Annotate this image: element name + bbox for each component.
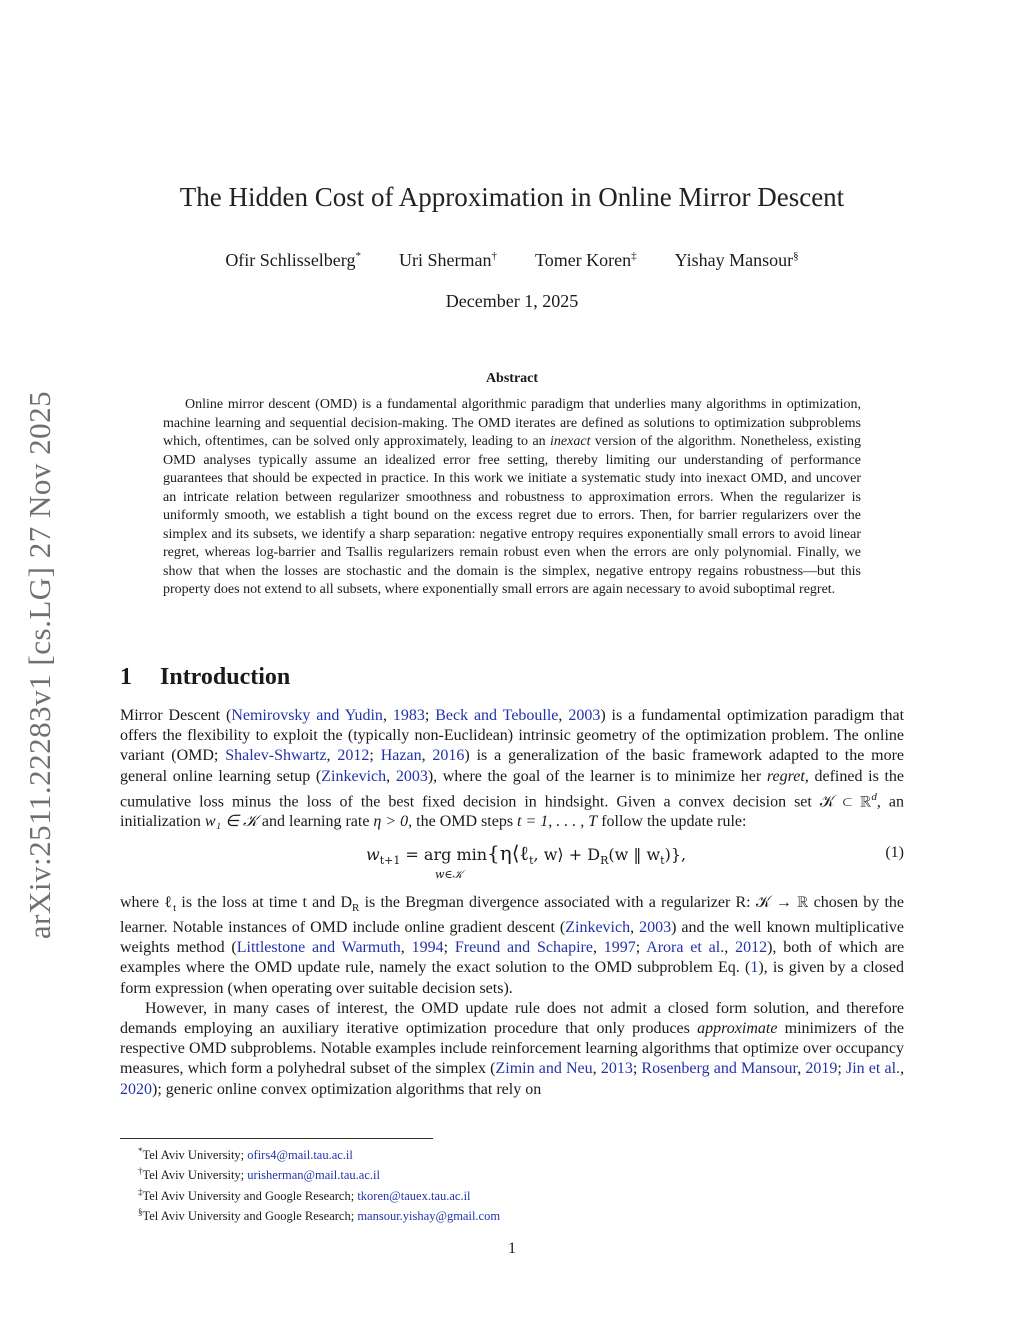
paragraph-3: However, in many cases of interest, the OMD update rule does not admit a closed form solution, and therefore demands employing an auxiliary iterative optimization procedure that only produces approximate minimizers of the respective OMD subproblems. Notable examples include reinforcement learning algorithms that optimize over occupancy measures, which form a polyhedral subset of the simplex (Zimin and Neu, 2013; Rosenberg and Mansour, 2019; Jin et al., 2020); generic online convex optimization algorithms that rely on xyxy=(120,999,905,1098)
citation-link[interactable]: Zimin and Neu xyxy=(495,1060,593,1078)
arxiv-identifier: arXiv:2511.22283v1 [cs.LG] 27 Nov 2025 xyxy=(22,390,57,940)
citation-link[interactable]: Nemirovsky and Yudin xyxy=(231,707,383,724)
citation-link[interactable]: Beck and Teboulle xyxy=(435,707,559,724)
citation-link[interactable]: Rosenberg and Mansour xyxy=(641,1060,798,1078)
email-link[interactable]: tkoren@tauex.tau.ac.il xyxy=(357,1189,471,1204)
section-title: Introduction xyxy=(160,664,291,690)
equation-expression: $w_{t+1}$ = arg min{η⟨ℓ$_t$, w⟩ + $D_R(w$ ‖ $w_t$)}, xyxy=(366,840,687,867)
abstract-emphasis: inexact xyxy=(550,434,591,449)
citation-year-link[interactable]: 2003 xyxy=(639,918,672,936)
email-link[interactable]: ofirs4@mail.tau.ac.il xyxy=(247,1148,353,1163)
emphasis-regret: regret xyxy=(766,767,805,785)
citation-year-link[interactable]: 2012 xyxy=(337,747,370,765)
email-link[interactable]: urisherman@mail.tau.ac.il xyxy=(247,1168,380,1183)
footnotes xyxy=(120,1143,904,1225)
author-name: Ofir Schlisselberg xyxy=(225,250,356,270)
emphasis-approximate: approximate xyxy=(697,1019,778,1037)
abstract-paragraph xyxy=(163,396,861,600)
equation-1 xyxy=(120,839,904,889)
author-list xyxy=(0,250,1024,271)
citation-year-link[interactable]: 1994 xyxy=(411,939,444,957)
footnote-3: ‡Tel Aviv University and Google Research; tkoren@tauex.tau.ac.il xyxy=(138,1186,471,1204)
citation-link[interactable]: Littlestone and Warmuth xyxy=(236,939,401,957)
author-mark: ‡ xyxy=(631,250,637,262)
author-2 xyxy=(399,250,497,271)
math-learning-rate: η > 0 xyxy=(373,813,409,831)
equation-number: (1) xyxy=(885,843,904,861)
citation-link[interactable]: Zinkevich xyxy=(565,918,631,936)
abstract-text: Online mirror descent (OMD) is a fundamental algorithmic paradigm that underlies many algorithms in optimization, machine learning and sequential decision-making. The OMD iterates are defined as solutions to optimization subproblems which, oftentimes, can be solved only approximately, leading to an xyxy=(163,397,861,449)
citation-year-link[interactable]: 1997 xyxy=(603,939,636,957)
equation-argmin-subscript: w∈𝒦 xyxy=(435,867,463,881)
footnote-2: †Tel Aviv University; urisherman@mail.tau.ac.il xyxy=(138,1166,380,1183)
arxiv-sidebar xyxy=(8,370,72,960)
citation-year-link[interactable]: 2019 xyxy=(805,1060,838,1078)
author-3 xyxy=(535,250,637,271)
author-name: Uri Sherman xyxy=(398,250,492,270)
section-heading xyxy=(120,664,290,691)
author-1 xyxy=(225,250,361,271)
math-initialization: w₁ ∈ 𝒦 xyxy=(204,813,258,831)
author-name: Tomer Koren xyxy=(534,250,632,270)
abstract-heading: Abstract xyxy=(485,371,539,386)
abstract-text: version of the algorithm. Nonetheless, existing OMD analyses typically assume an idealized error free setting, thereby limiting our understanding of performance guarantees that should be expected in practice. In this work we initiate a systematic study into inexact OMD, and uncover an intricate relation between regularizer smoothness and robustness to approximation errors. When the regularizer is uniformly smooth, we establish a tight bound on the excess regret due to errors. Then, for barrier regularizers over the simplex and its subsets, we identify a sharp separation: negative entropy requires exponentially small errors to avoid linear regret, whereas log-barrier and Tsallis regularizers remain robust even when the errors are only polynomial. Finally, we show that when the losses are stochastic and the domain is the simplex, negative entropy regains robustness—but this property does not extend to all subsets, where exponentially small errors are again necessary to avoid suboptimal regret. xyxy=(163,434,861,597)
citation-year-link[interactable]: 1983 xyxy=(392,707,425,724)
citation-link[interactable]: Jin et al. xyxy=(845,1060,901,1078)
citation-year-link[interactable]: 2003 xyxy=(395,767,428,785)
citation-year-link[interactable]: 2012 xyxy=(735,939,768,957)
author-mark: § xyxy=(793,250,799,262)
citation-year-link[interactable]: 2020 xyxy=(120,1080,152,1098)
footnote-divider xyxy=(120,1138,433,1139)
abstract-body xyxy=(163,396,861,600)
citation-year-link[interactable]: 2013 xyxy=(600,1060,633,1078)
equation-reference-link[interactable]: 1 xyxy=(750,959,759,977)
publication-date: December 1, 2025 xyxy=(445,291,579,311)
page-number: 1 xyxy=(508,1240,516,1257)
author-name: Yishay Mansour xyxy=(674,250,794,270)
citation-link[interactable]: Zinkevich xyxy=(321,767,387,785)
citation-link[interactable]: Hazan xyxy=(380,747,422,765)
citation-year-link[interactable]: 2016 xyxy=(432,747,465,765)
section-number: 1 xyxy=(120,664,132,690)
math-steps: t = 1, . . . , T xyxy=(517,813,598,831)
author-mark: * xyxy=(355,250,361,262)
footnote-4: §Tel Aviv University and Google Research; mansour.yishay@gmail.com xyxy=(138,1207,501,1224)
citation-link[interactable]: Arora et al. xyxy=(646,939,725,957)
email-link[interactable]: mansour.yishay@gmail.com xyxy=(357,1209,501,1224)
citation-year-link[interactable]: 2003 xyxy=(568,707,601,724)
citation-link[interactable]: Freund and Schapire xyxy=(454,939,593,957)
paper-title: The Hidden Cost of Approximation in Online Mirror Descent xyxy=(179,182,845,212)
citation-link[interactable]: Shalev-Shwartz xyxy=(225,747,327,765)
paragraph-2: where ℓ$_t$ is the loss at time t and $D_R$ is the Bregman divergence associated with a regularizer R: 𝒦 → ℝ chosen by the learner. Notable instances of OMD include online gradient descent (Zinkevich, 2003) and the well known multiplicative weights method (Littlestone and Warmuth, 1994; Freund and Schapire, 1997; Arora et al., 2012), both of which are examples where the OMD update rule, namely the exact solution to the OMD subproblem Eq. (1), is given by a closed form expression (when operating over suitable decision sets). xyxy=(120,893,905,997)
footnote-1: *Tel Aviv University; ofirs4@mail.tau.ac.il xyxy=(138,1146,353,1163)
author-mark: † xyxy=(491,250,497,262)
author-4 xyxy=(675,250,799,271)
introduction-body xyxy=(120,706,904,1100)
paragraph-1: Mirror Descent (Nemirovsky and Yudin, 1983; Beck and Teboulle, 2003) is a fundamental optimization paradigm that offers the flexibility to exploit the (typically non-Euclidean) intrinsic geometry of the optimization problem. The online variant (OMD; Shalev-Shwartz, 2012; Hazan, 2016) is a generalization of the basic framework adapted to the more general online learning setup (Zinkevich, 2003), where the goal of the learner is to minimize her regret, defined is the cumulative loss minus the loss of the best fixed decision in hindsight. Given a convex decision set 𝒦 ⊂ ℝ$^d$, an initialization w₁ ∈ 𝒦 and learning rate η > 0, the OMD steps t = 1, . . . , T follow the update rule: xyxy=(120,707,905,831)
